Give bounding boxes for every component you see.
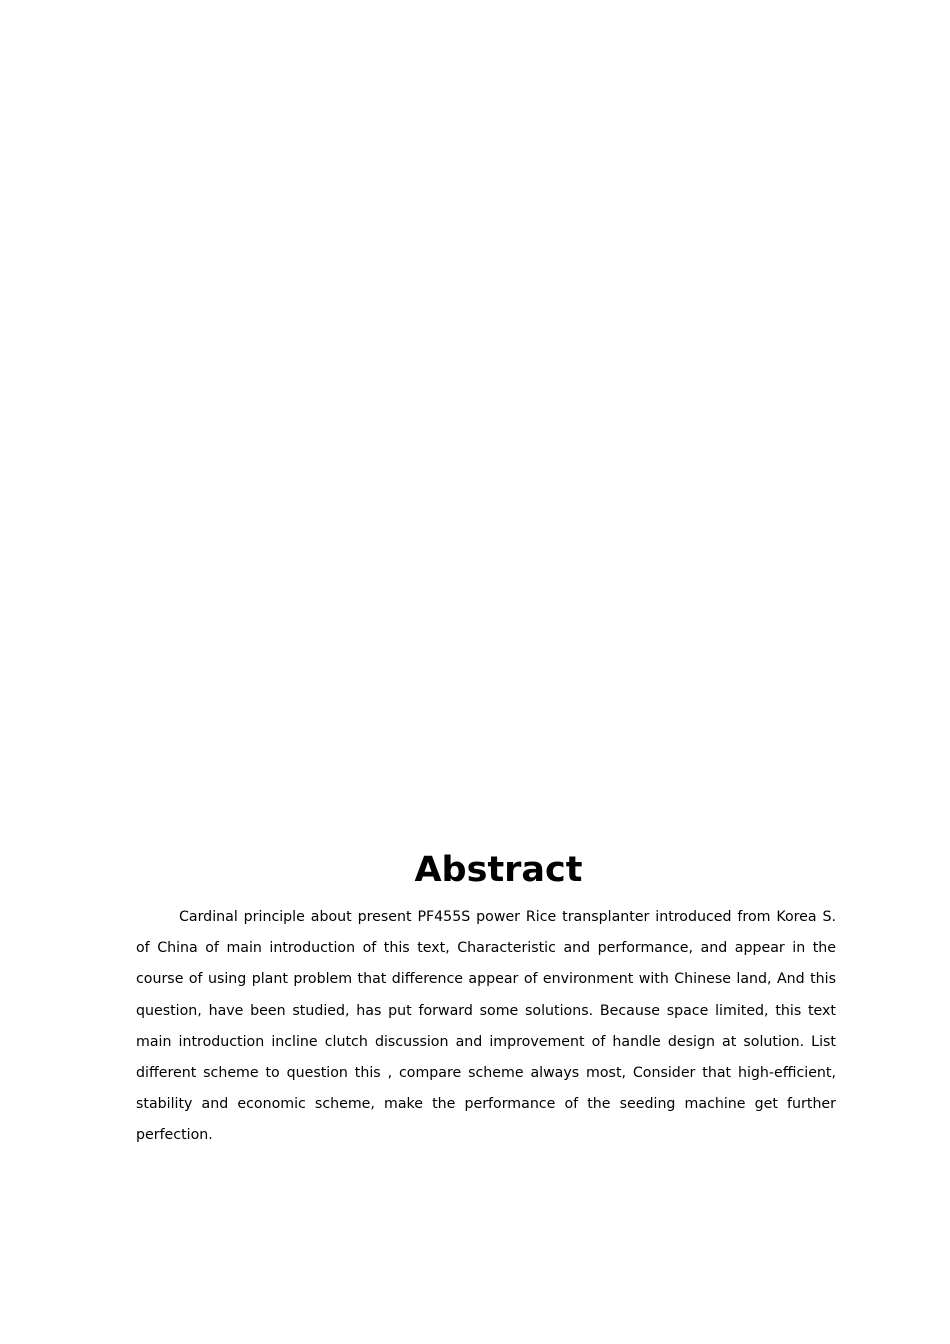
- abstract-paragraph: Cardinal principle about present PF455S power Rice transplanter introduced from Korea S. of China of main introduction of this text, Characteristic and performance, and appear in the course of using plant problem that difference appear of environment with Chinese land, And this question, have been studied, has put forward some solutions. Because space limited, this text main introduction incline clutch discussion and improvement of handle design at solution. List different scheme to question this , compare scheme always most, Consider that high-efficient, stability and economic scheme, make the performance of the seeding machine get further perfection.: [136, 909, 836, 1144]
- abstract-heading: Abstract: [414, 850, 583, 890]
